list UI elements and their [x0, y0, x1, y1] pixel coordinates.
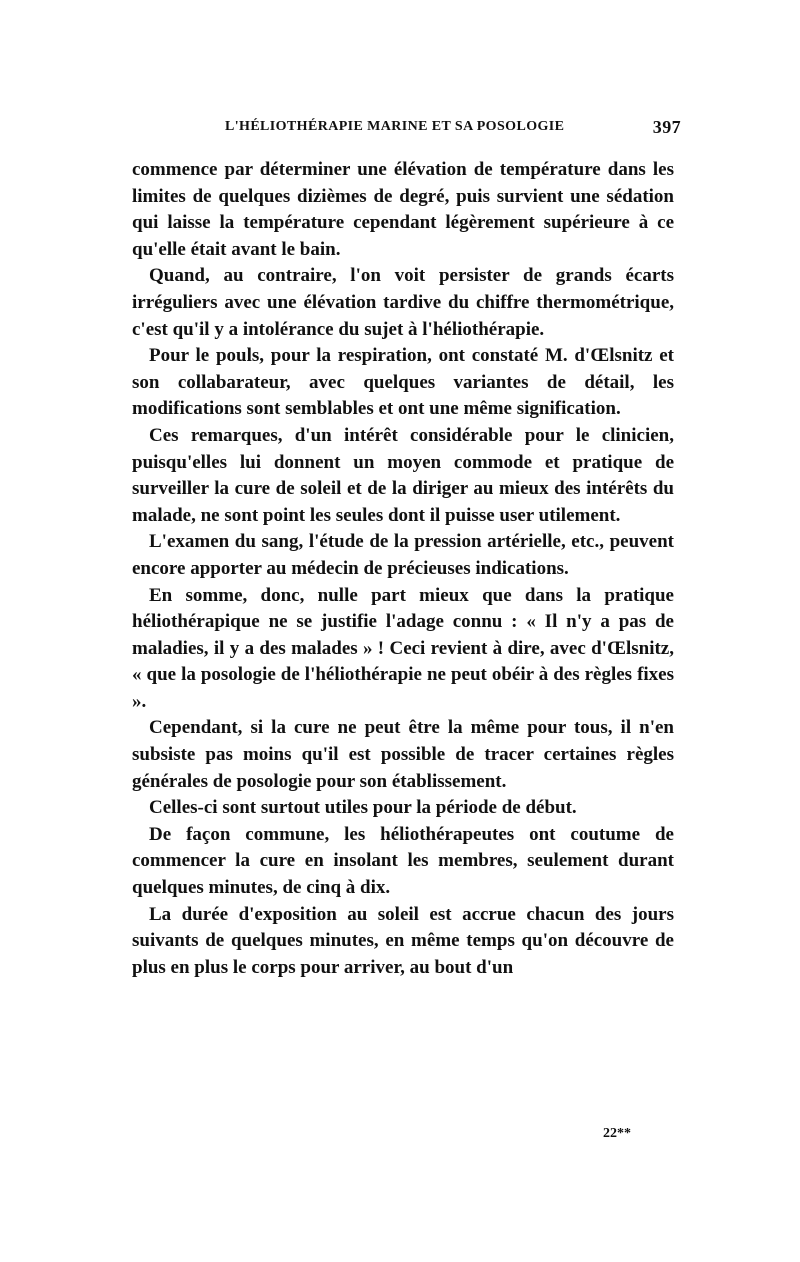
printer-signature-mark: 22**	[603, 1126, 631, 1141]
paragraph: Pour le pouls, pour la respiration, ont constaté M. d'Œlsnitz et son collabarateur, avec quelques variantes de détail, les modifications sont semblables et ont une même signification.	[132, 345, 674, 420]
page-number: 397	[652, 117, 681, 137]
paragraph: Quand, au contraire, l'on voit persister de grands écarts irréguliers avec une élévation tardive du chiffre thermométrique, c'est qu'il y a intolérance du sujet à l'héliothérapie.	[132, 265, 674, 340]
paragraph: De façon commune, les héliothérapeutes ont coutume de commencer la cure en insolant les membres, seulement durant quelques minutes, de cinq à dix.	[132, 823, 674, 899]
body-text	[132, 157, 674, 981]
paragraph: Ces remarques, d'un intérêt considérable pour le clinicien, puisqu'elles lui donnent un moyen commode et pratique de surveiller la cure de soleil et de la diriger au mieux des intérêts du malade, ne sont point les seules dont il puisse user utilement.	[132, 424, 674, 526]
paragraph: Celles-ci sont surtout utiles pour la période de début.	[149, 797, 577, 819]
paragraph: commence par déterminer une élévation de température dans les limites de quelques dizièmes de degré, puis survient une sédation qui laisse la température cependant légèrement supérieure à ce qu'elle était avant le bain.	[132, 159, 674, 260]
paragraph: Cependant, si la cure ne peut être la même pour tous, il n'en subsiste pas moins qu'il est possible de tracer certaines règles générales de posologie pour son établissement.	[132, 717, 674, 792]
paragraph: La durée d'exposition au soleil est accrue chacun des jours suivants de quelques minutes, en même temps qu'on découvre de plus en plus le corps pour arriver, au bout d'un	[132, 903, 674, 978]
running-head	[225, 119, 685, 141]
running-title: L'HÉLIOTHÉRAPIE MARINE ET SA POSOLOGIE	[225, 119, 565, 134]
paragraph: L'examen du sang, l'étude de la pression artérielle, etc., peuvent encore apporter au médecin de précieuses indications.	[132, 531, 674, 579]
paragraph: En somme, donc, nulle part mieux que dans la pratique héliothérapique ne se justifie l'adage connu : « Il n'y a pas de maladies, il y a des malades » ! Ceci revient à dire, avec d'Œlsnitz, « que la posologie de l'héliothérapie ne peut obéir à des règles fixes ».	[132, 584, 674, 712]
